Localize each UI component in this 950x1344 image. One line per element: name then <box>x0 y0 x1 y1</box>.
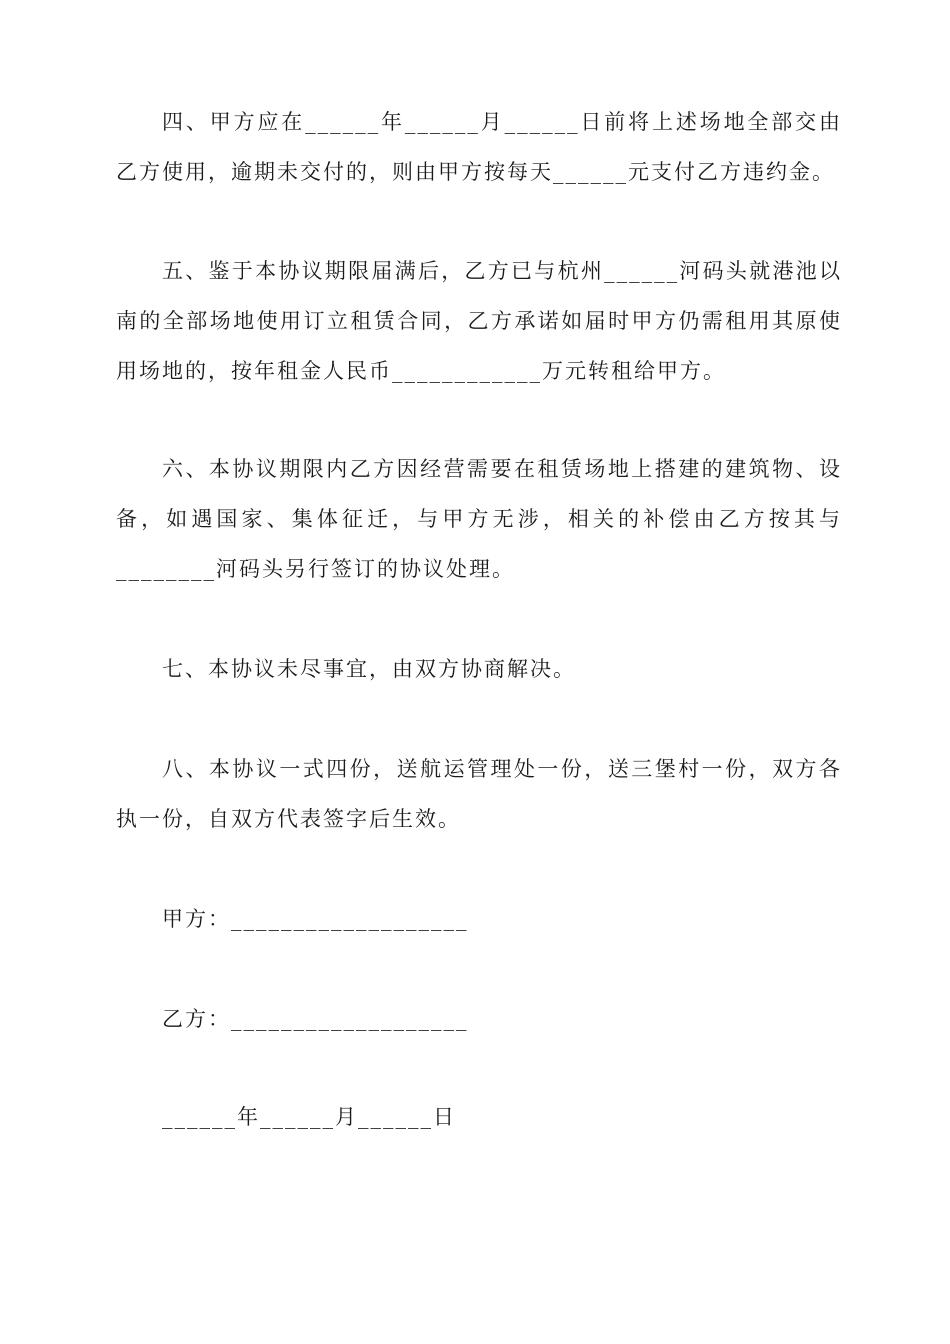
party-b-signature-line: 乙方：___________________ <box>162 1007 469 1031</box>
clause-6-paragraph: 六、本协议期限内乙方因经营需要在租赁场地上搭建的建筑物、设备，如遇国家、集体征迁，与甲方无涉，相关的补偿由乙方按其与________河码头另行签订的协议处理。 <box>116 457 842 581</box>
clause-5-paragraph: 五、鉴于本协议期限届满后，乙方已与杭州______河码头就港池以南的全部场地使用订立租赁合同，乙方承诺如届时甲方仍需租用其原使用场地的，按年租金人民币____________万元转租给甲方。 <box>116 259 842 383</box>
clause-4-paragraph: 四、甲方应在______年______月______日前将上述场地全部交由乙方使用，逾期未交付的，则由甲方按每天______元支付乙方违约金。 <box>116 110 842 184</box>
clause-8-paragraph: 八、本协议一式四份，送航运管理处一份，送三堡村一份，双方各执一份，自双方代表签字后生效。 <box>116 757 842 831</box>
party-a-signature-line: 甲方：___________________ <box>162 907 469 931</box>
clause-7-paragraph: 七、本协议未尽事宜，由双方协商解决。 <box>162 657 576 681</box>
signature-date-line: ______年______月______日 <box>162 1105 456 1129</box>
